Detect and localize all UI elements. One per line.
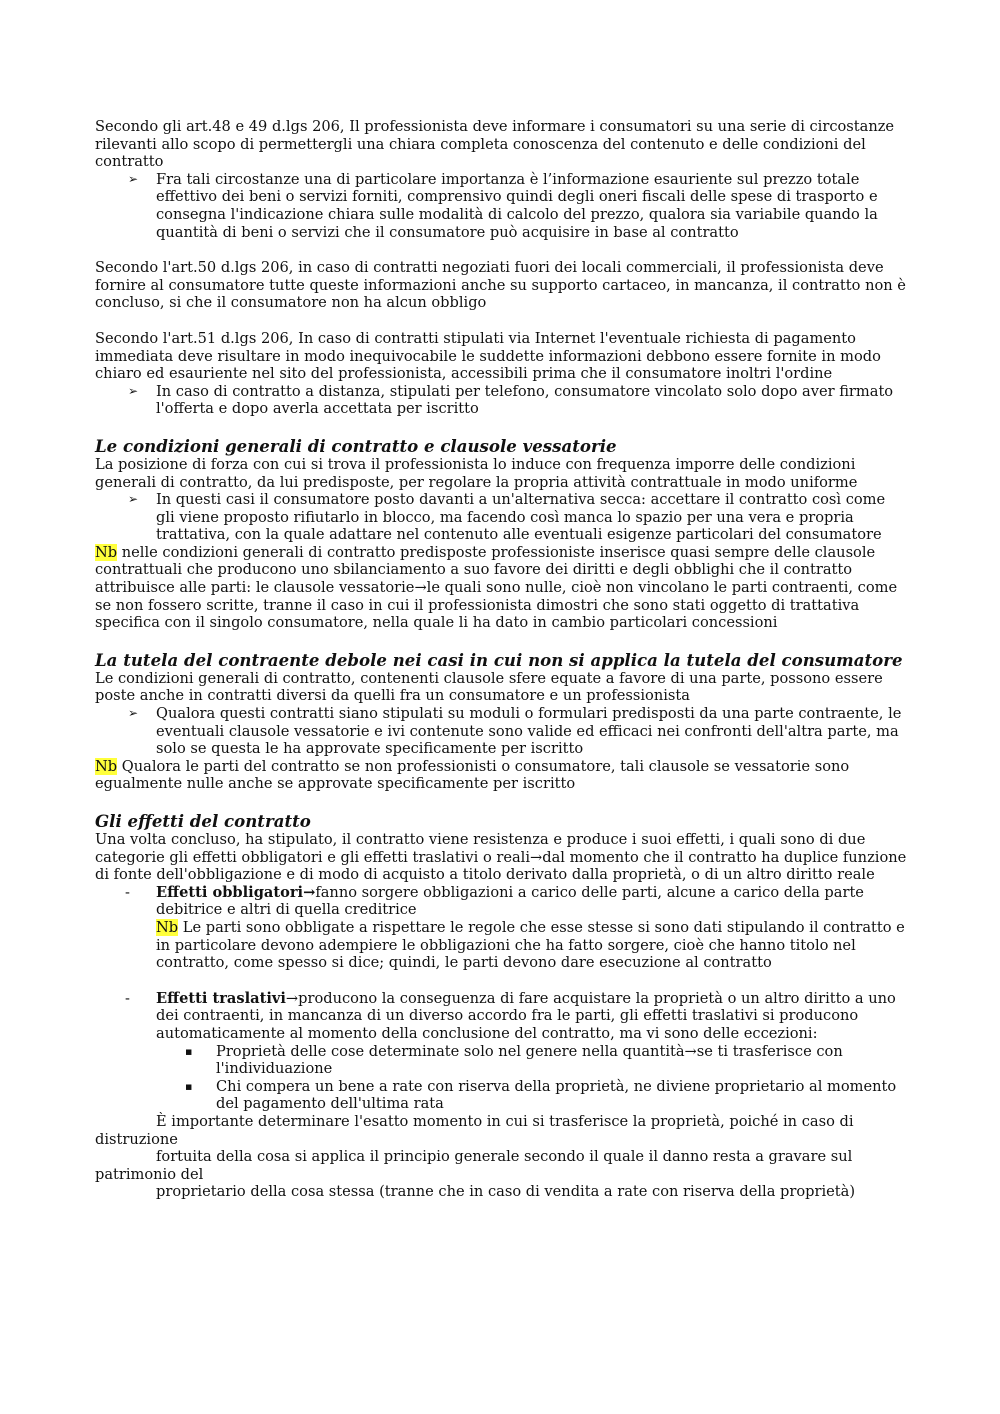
dash-bullet: - <box>125 883 130 901</box>
term-effetti-obbligatori: Effetti obbligatori <box>156 883 304 901</box>
paragraph-posizione-forza: La posizione di forza con cui si trova il professionista lo induce con frequenza imporre delle condizioni generali di contratto, da lui predisposte, per regolare la propria attività contrattuale in modo uniforme <box>95 455 858 491</box>
note-non-professionisti <box>95 758 907 793</box>
right-arrow-icon: → <box>285 989 299 1007</box>
note-text: Le parti sono obbligate a rispettare le regole che esse stesse si sono dati stipulando il contratto e in particolare devono adempiere le obbligazioni che ha fatto sorgere, cioè che hanno titolo nel contratto, come spesso si dice; quindi, le parti devono dare esecuzione al contratto <box>156 918 905 972</box>
paragraph-text: dal momento che il contratto ha duplice funzione di fonte dell'obbligazione e di modo di acquisto a titolo derivato dalla proprietà, o di un altro diritto reale <box>95 848 907 884</box>
right-arrow-icon: → <box>303 883 316 901</box>
arrow-bullet-icon: ➢ <box>128 492 139 507</box>
note-text: nelle condizioni generali di contratto predisposte professioniste inserisce quasi sempre delle clausole contrattuali che producono uno sbilanciamento a suo favore dei diritti e degli obblighi che il contratto attribuisce alle parti: le clausole vessatorie <box>95 543 876 597</box>
note-text: le quali sono nulle, cioè non vincolano le parti contraenti, come se non fossero scritte, tranne il caso in cui il professionista dimostri che sono stati oggetto di trattativa specifica con il singolo consumatore, nella quale li ha dato in cambio particolari concessioni <box>95 579 898 632</box>
paragraph-art51: Secondo l'art.51 d.lgs 206, In caso di contratti stipulati via Internet l'eventuale richiesta di pagamento immediata deve risultare in modo inequivocabile le suddette informazioni debbono essere fornite in modo chiaro ed esauriente nel sito del professionista, accessibili prima che il consumatore inoltri l'ordine <box>95 329 881 383</box>
square-bullet-icon: ▪ <box>185 1044 193 1058</box>
list-item <box>95 705 907 758</box>
paragraph-art48: Secondo gli art.48 e 49 d.lgs 206, Il professionista deve informare i consumatori su una serie di circostanze rilevanti allo scopo di permettergli una chiara completa conoscenza del contenuto e delle condizioni del contratto <box>95 118 895 171</box>
list-item-text: Qualora questi contratti siano stipulati su moduli o formulari predisposti da una parte contraente, le eventuali clausole vessatorie e ivi contenute sono valide ed efficaci nei confronti dell'altra parte, ma solo se questa le ha approvate specificamente per iscritto <box>156 705 902 758</box>
term-effetti-traslativi: Effetti traslativi <box>156 989 286 1007</box>
dash-bullet: - <box>125 989 130 1007</box>
list-item <box>95 171 907 241</box>
paragraph-distruzione-fortuita: fortuita della cosa si applica il principio generale secondo il quale il danno resta a gravare sul patrimonio del <box>95 1148 853 1183</box>
right-arrow-icon: → <box>530 848 543 866</box>
list-item-text: In questi casi il consumatore posto davanti a un'alternativa secca: accettare il contratto così come gli viene proposto rifiutarlo in blocco, ma facendo così manca lo spazio per una vera e propria trattativa, con la quale adattare nel contenuto alle eventuali esigenze particolari del consumatore <box>156 491 886 544</box>
note-obbligazioni <box>95 919 907 972</box>
list-item-text: Fra tali circostanze una di particolare importanza è l’informazione esauriente sul prezzo totale effettivo dei beni o servizi forniti, comprensivo quindi degli oneri fiscali delle spese di trasporto e consegna l'indicazione chiara sulle modalità di calcolo del prezzo, qualora sia variabile quando la quantità di beni o servizi che il consumatore può acquisire in base al contratto <box>156 170 878 241</box>
arrow-bullet-icon: ➢ <box>128 171 139 186</box>
list-item-text: producono la conseguenza di fare acquistare la proprietà o un altro diritto a uno dei contraenti, in mancanza di un diverso accordo fra le parti, gli effetti traslativi si producono automaticamente al momento della conclusione del contratto, ma vi sono delle eccezioni: <box>156 989 896 1042</box>
right-arrow-icon: → <box>414 579 427 597</box>
list-item <box>95 491 907 544</box>
heading-tutela-contraente: La tutela del contraente debole nei casi in cui non si applica la tutela del consumatore <box>95 649 903 670</box>
note-text: Qualora le parti del contratto se non professionisti o consumatore, tali clausole se vessatorie sono egualmente nulle anche se approvate specificamente per iscritto <box>95 757 850 793</box>
note-clausole-vessatorie <box>95 544 907 632</box>
list-item-text: Chi compera un bene a rate con riserva della proprietà, ne diviene proprietario al momento del pagamento dell'ultima rata <box>216 1077 897 1113</box>
list-item-text: fanno sorgere obbligazioni a carico delle parti, alcune a carico della parte debitrice e altri di quella creditrice <box>156 883 864 919</box>
paragraph-condizioni-contratti: Le condizioni generali di contratto, contenenti clausole sfere equate a favore di una parte, possono essere poste anche in contratti diversi da quelli fra un consumatore e un professionista <box>95 669 883 705</box>
sub-list-item <box>95 1043 907 1078</box>
heading-condizioni-generali: Le condizioni generali di contratto e clausole vessatorie <box>95 435 617 456</box>
list-item-text: se ti trasferisce con l'individuazione <box>216 1042 843 1078</box>
paragraph-proprietario: proprietario della cosa stessa (tranne che in caso di vendita a rate con riserva della proprietà) <box>156 1183 856 1201</box>
list-item-effetti-obbligatori <box>95 884 907 919</box>
nb-highlight: Nb <box>156 918 179 936</box>
right-arrow-icon: → <box>684 1042 697 1060</box>
document-page <box>95 118 907 1201</box>
nb-highlight: Nb <box>95 757 118 775</box>
nb-highlight: Nb <box>95 543 118 561</box>
paragraph-art50: Secondo l'art.50 d.lgs 206, in caso di contratti negoziati fuori dei locali commerciali, il professionista deve fornire al consumatore tutte queste informazioni anche su supporto cartaceo, in mancanza, il contratto non è concluso, si che il consumatore non ha alcun obbligo <box>95 259 906 312</box>
paragraph-momento-trasferimento: È importante determinare l'esatto momento in cui si trasferisce la proprietà, poiché in caso di distruzione <box>95 1112 854 1148</box>
list-item-text: Proprietà delle cose determinate solo nel genere nella quantità <box>216 1042 685 1060</box>
paragraph-text: Una volta concluso, ha stipulato, il contratto viene resistenza e produce i suoi effetti, i quali sono di due categorie gli effetti obbligatori e gli effetti traslativi o reali <box>95 831 866 866</box>
list-item-text: In caso di contratto a distanza, stipulati per telefono, consumatore vincolato solo dopo aver firmato l'offerta e dopo averla accettata per iscritto <box>156 382 894 418</box>
list-item-effetti-traslativi <box>95 990 907 1043</box>
square-bullet-icon: ▪ <box>185 1079 193 1093</box>
paragraph-effetti <box>95 831 907 884</box>
arrow-bullet-icon: ➢ <box>128 383 139 398</box>
sub-list-item <box>95 1078 907 1113</box>
heading-effetti-contratto: Gli effetti del contratto <box>95 811 311 831</box>
list-item <box>95 383 907 418</box>
arrow-bullet-icon: ➢ <box>128 706 139 721</box>
